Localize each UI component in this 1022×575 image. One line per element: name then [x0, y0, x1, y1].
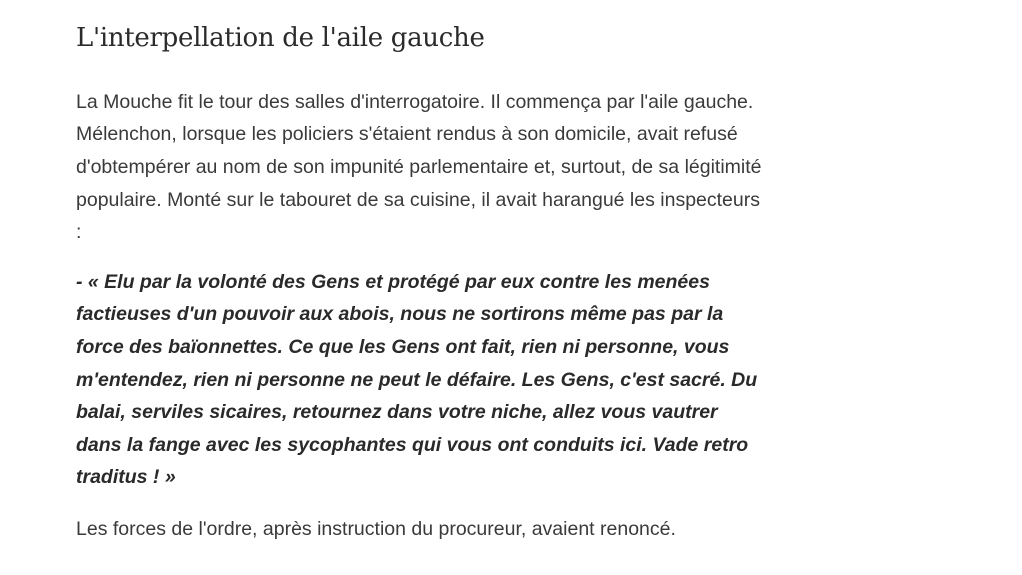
article-title: L'interpellation de l'aile gauche	[76, 23, 485, 53]
paragraph-intro: La Mouche fit le tour des salles d'interrogatoire. Il commença par l'aile gauche. Mélenchon, lorsque les policiers s'étaient rendus à son domicile, avait refusé d'obtempérer au nom de son impunité parlementaire et, surtout, de sa légitimité populaire. Monté sur le tabouret de sa cuisine, il avait harangué les inspecteurs :	[76, 90, 762, 244]
paragraph-quote: - « Elu par la volonté des Gens et protégé par eux contre les menées factieuses d'un pouvoir aux abois, nous ne sortirons même pas par la force des baïonnettes. Ce que les Gens ont fait, rien ni personne, vous m'entendez, rien ni personne ne peut le défaire. Les Gens, c'est sacré. Du balai, serviles sicaires, retournez dans votre niche, allez vous vautrer dans la fange avec les sycophantes qui vous ont conduits ici. Vade retro traditus ! »	[76, 270, 758, 489]
paragraph-outcome: Les forces de l'ordre, après instruction du procureur, avaient renoncé.	[76, 517, 676, 540]
article	[76, 22, 766, 563]
